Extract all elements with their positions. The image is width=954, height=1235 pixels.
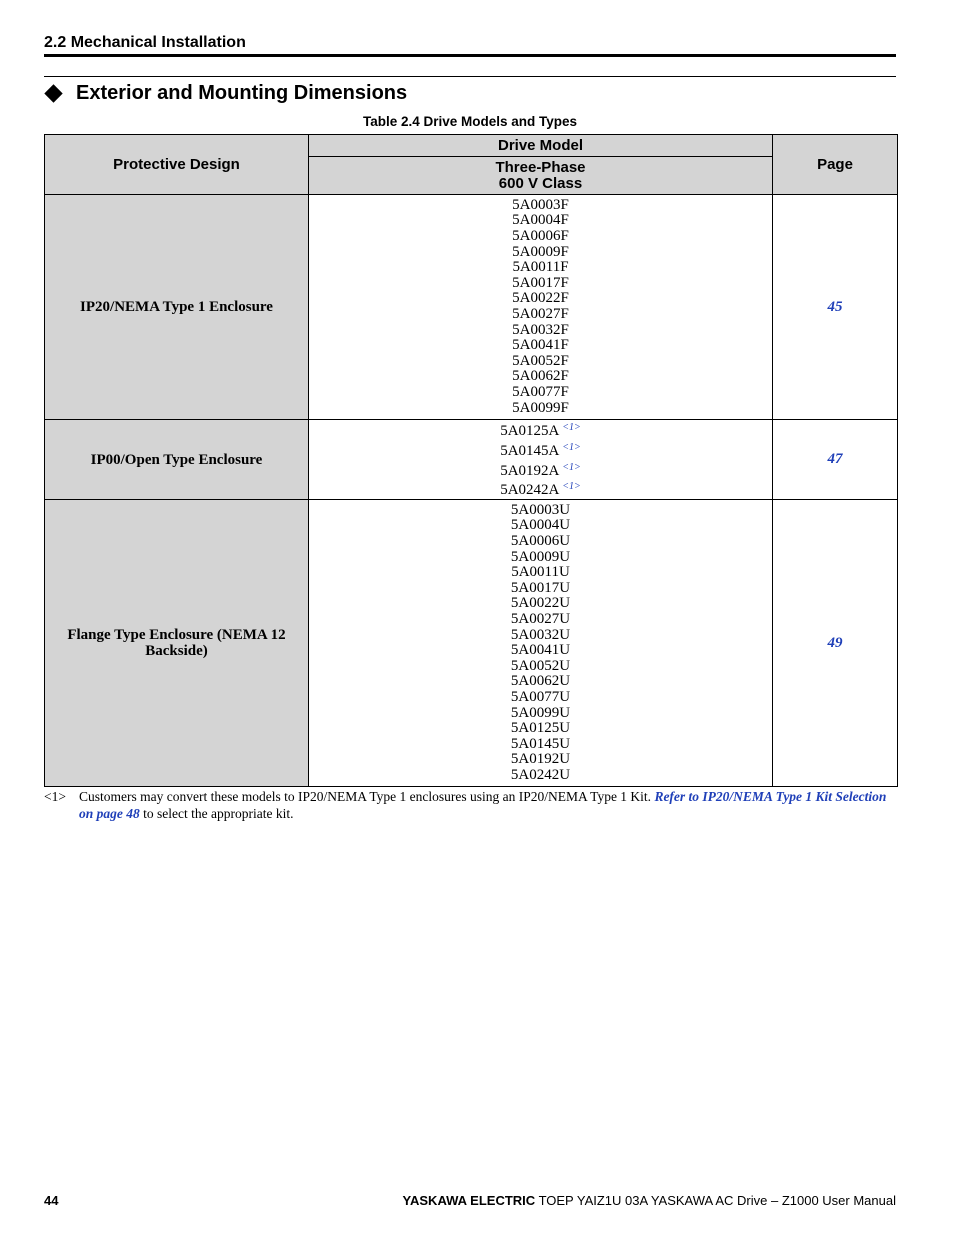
model-code: 5A0125A — [500, 423, 559, 439]
section-header: 2.2 Mechanical Installation — [44, 34, 246, 51]
page-number: 44 — [44, 1193, 59, 1208]
model-item: 5A0022U — [510, 595, 571, 612]
model-item: 5A0062F — [512, 368, 569, 385]
header-rule-thick — [44, 54, 896, 57]
model-item: 5A0077U — [510, 688, 571, 705]
footnote-ref-link[interactable]: <1> — [562, 422, 581, 433]
table-row — [45, 500, 898, 787]
model-code: 5A0242A — [500, 482, 559, 499]
footnote-ref-link[interactable]: <1> — [562, 481, 581, 493]
table-row — [45, 420, 898, 500]
page-link-flange[interactable]: 49 — [773, 500, 898, 787]
page-link-ip20[interactable]: 45 — [773, 195, 898, 420]
model-item — [309, 440, 772, 460]
model-item: 5A0052F — [512, 352, 569, 369]
page-heading — [44, 80, 407, 106]
header-three-phase — [309, 157, 773, 195]
table-caption: Table 2.4 Drive Models and Types — [362, 114, 578, 129]
model-code: 5A0192A — [500, 462, 559, 479]
footnote-text-before: Customers may convert these models to IP20/NEMA Type 1 enclosures using an IP20/NEMA Type 1 Kit. — [79, 789, 655, 804]
header-drive-model: Drive Model — [309, 135, 773, 157]
model-item: 5A0027F — [512, 306, 569, 322]
model-item: 5A0017F — [512, 274, 569, 291]
row-models-ip20 — [309, 195, 773, 420]
model-item: 5A0009U — [510, 548, 571, 565]
model-item: 5A0017U — [510, 579, 571, 596]
model-item: 5A0004F — [512, 212, 569, 229]
model-item: 5A0077F — [512, 383, 569, 400]
header-protective-design: Protective Design — [45, 135, 309, 195]
footnote-ref-link[interactable]: <1> — [562, 441, 581, 453]
header-three-phase-line2: 600 V Class — [498, 174, 583, 192]
model-item: 5A0062U — [510, 673, 571, 690]
model-item: 5A0006F — [512, 228, 569, 245]
footer-doc-text: TOEP YAIZ1U 03A YASKAWA AC Drive – Z1000 User Manual — [535, 1193, 896, 1208]
model-item: 5A0003F — [512, 196, 569, 213]
footnote-reference-link[interactable]: Refer to IP20/NEMA Type 1 Kit Selection on page 48 — [79, 789, 887, 821]
model-item: 5A0052U — [510, 657, 571, 674]
model-item — [309, 479, 772, 499]
row-design-ip20: IP20/NEMA Type 1 Enclosure — [45, 195, 309, 420]
model-item: 5A0192U — [510, 751, 571, 768]
model-item: 5A0099U — [510, 704, 571, 721]
model-item: 5A0003U — [510, 501, 571, 518]
model-code: 5A0145A — [500, 442, 559, 459]
row-design-flange: Flange Type Enclosure (NEMA 12 Backside) — [45, 500, 309, 787]
model-item: 5A0022F — [512, 290, 569, 307]
model-item: 5A0145U — [510, 735, 571, 752]
model-item: 5A0099F — [512, 399, 569, 416]
model-item: 5A0006U — [510, 533, 571, 550]
footer-brand: YASKAWA ELECTRIC — [402, 1193, 536, 1208]
model-item: 5A0011F — [512, 259, 569, 276]
page-link-ip00[interactable]: 47 — [773, 420, 898, 500]
model-item: 5A0009F — [512, 243, 569, 260]
row-models-flange — [309, 500, 773, 787]
model-item — [309, 420, 772, 440]
footer-document-info — [403, 1193, 896, 1208]
header-rule-thin — [44, 76, 896, 77]
model-item: 5A0032U — [510, 626, 571, 643]
model-item: 5A0242U — [510, 766, 571, 783]
footnote-text — [79, 788, 896, 822]
model-item: 5A0004U — [510, 517, 571, 534]
model-item: 5A0032F — [512, 321, 569, 338]
table-row — [45, 195, 898, 420]
row-models-ip00 — [309, 420, 773, 500]
drive-models-table — [44, 134, 898, 787]
model-item: 5A0041F — [512, 337, 569, 354]
footnote-text-after: to select the appropriate kit. — [139, 806, 294, 821]
footnote-ref-link[interactable]: <1> — [562, 461, 581, 473]
header-three-phase-line1: Three-Phase — [495, 158, 586, 176]
diamond-bullet-icon — [44, 84, 62, 102]
model-item: 5A0041U — [510, 642, 571, 659]
header-page: Page — [773, 135, 898, 195]
footnote — [44, 788, 896, 822]
footnote-mark: <1> — [44, 789, 66, 804]
model-item: 5A0027U — [510, 611, 571, 627]
model-item: 5A0125U — [510, 720, 571, 737]
heading-text: Exterior and Mounting Dimensions — [76, 81, 408, 104]
model-item: 5A0011U — [511, 564, 570, 581]
row-design-ip00: IP00/Open Type Enclosure — [45, 420, 309, 500]
model-item — [309, 460, 772, 480]
